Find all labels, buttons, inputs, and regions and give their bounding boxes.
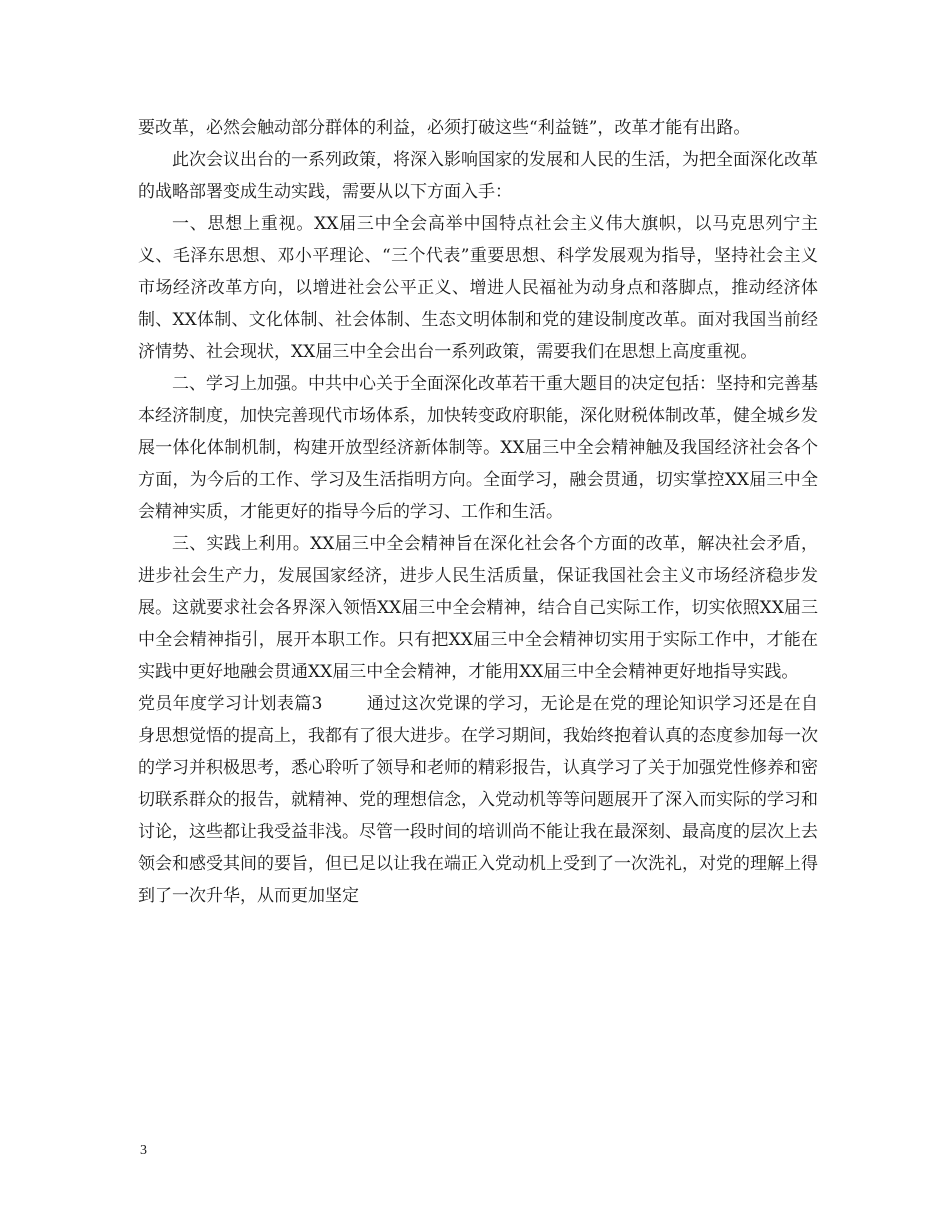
paragraph-point-one: 一、思想上重视。XX届三中全会高举中国特点社会主义伟大旗帜，以马克思列宁主义、毛泽东思想、邓小平理论、“三个代表”重要思想、科学发展观为指导，坚持社会主义市场经济改革方向，以增进社会公平正义、增进人民福祉为动身点和落脚点，推动经济体制、XX体制、文化体制、社会体制、生态文明体制和党的建设制度改革。面对我国当前经济情势、社会现状，XX届三中全会出台一系列政策，需要我们在思想上高度重视。 xyxy=(138,214,818,362)
paragraph-continuation: 要改革，必然会触动部分群体的利益，必须打破这些“利益链”，改革才能有出路。 xyxy=(138,118,751,138)
paragraph-section-three xyxy=(138,688,818,912)
page-number: 3 xyxy=(140,1143,147,1158)
paragraph-intro: 此次会议出台的一系列政策，将深入影响国家的发展和人民的生活，为把全面深化改革的战略部署变成生动实践，需要从以下方面入手： xyxy=(138,150,818,202)
document-body xyxy=(138,112,818,912)
paragraph-point-three: 三、实践上利用。XX届三中全会精神旨在深化社会各个方面的改革，解决社会矛盾，进步社会生产力，发展国家经济，进步人民生活质量，保证我国社会主义市场经济稳步发展。这就要求社会各界深入领悟XX届三中全会精神，结合自己实际工作，切实依照XX届三中全会精神指引，展开本职工作。只有把XX届三中全会精神切实用于实际工作中，才能在实践中更好地融会贯通XX届三中全会精神，才能用XX届三中全会精神更好地指导实践。 xyxy=(138,534,818,682)
section-text: 通过这次党课的学习，无论是在党的理论知识学习还是在自身思想觉悟的提高上，我都有了很大进步。在学习期间，我始终抱着认真的态度参加每一次的学习并积极思考，悉心聆听了领导和老师的精彩报告，认真学习了关于加强党性修养和密切联系群众的报告，就精神、党的理想信念，入党动机等等问题展开了深入而实际的学习和讨论，这些都让我受益非浅。尽管一段时间的培训尚不能让我在最深刻、最高度的层次上去领会和感受其间的要旨，但已足以让我在端正入党动机上受到了一次洗礼，对党的理解上得到了一次升华，从而更加坚定 xyxy=(138,694,818,906)
paragraph-point-two: 二、学习上加强。中共中心关于全面深化改革若干重大题目的决定包括：坚持和完善基本经济制度，加快完善现代市场体系，加快转变政府职能，深化财税体制改革，健全城乡发展一体化体制机制，构建开放型经济新体制等。XX届三中全会精神触及我国经济社会各个方面，为今后的工作、学习及生活指明方向。全面学习，融会贯通，切实掌控XX届三中全会精神实质，才能更好的指导今后的学习、工作和生活。 xyxy=(138,374,818,522)
section-heading: 党员年度学习计划表篇3 xyxy=(138,694,323,714)
